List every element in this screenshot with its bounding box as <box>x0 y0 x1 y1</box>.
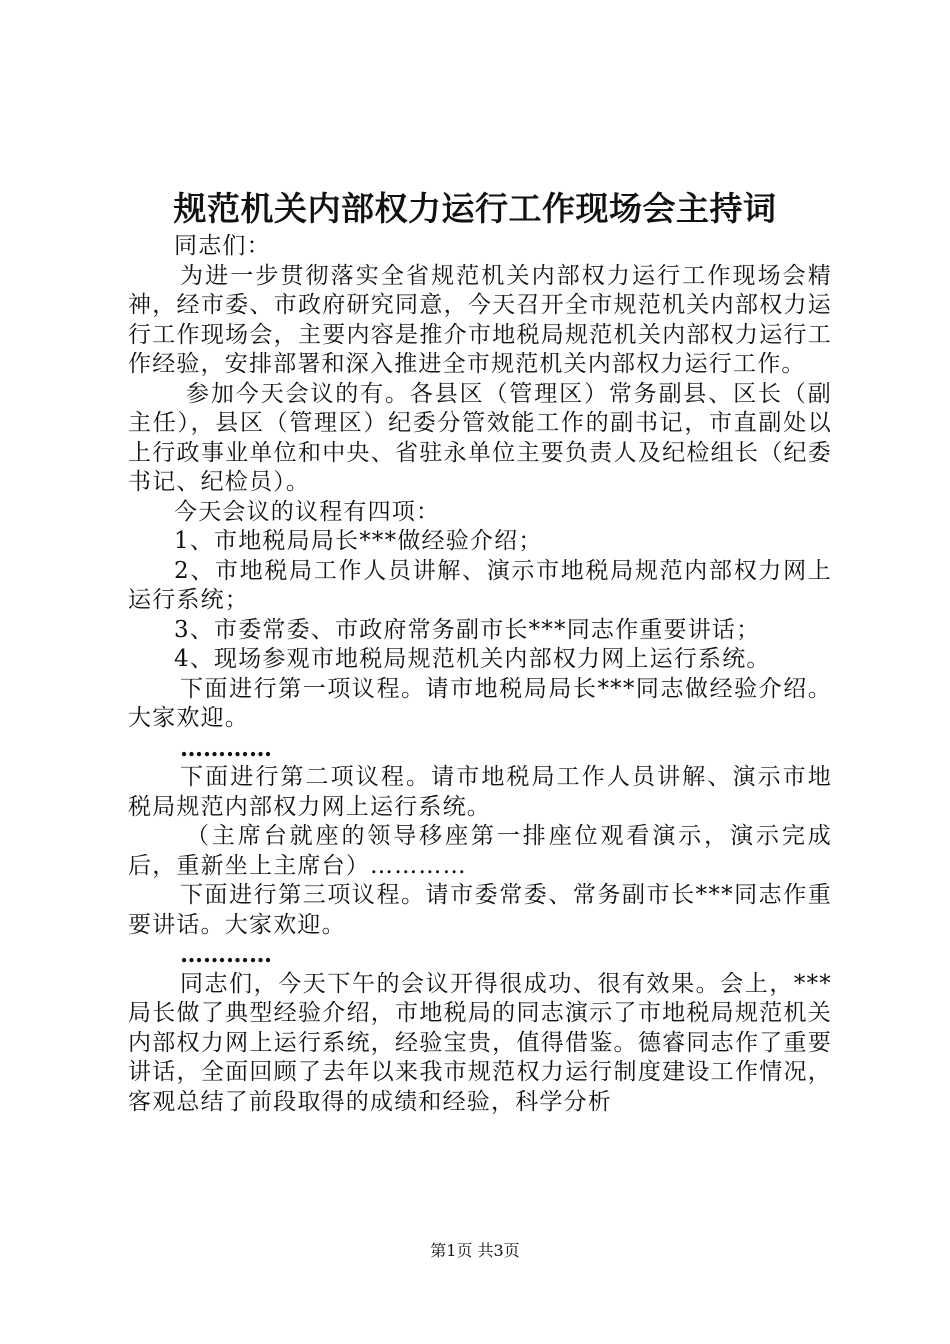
body-paragraph: 下面进行第一项议程。请市地税局局长***同志做经验介绍。大家欢迎。 <box>128 675 832 731</box>
agenda-item: 3、市委常委、市政府常务副市长***同志作重要讲话； <box>174 616 761 643</box>
body-paragraph: 下面进行第二项议程。请市地税局工作人员讲解、演示市地税局规范内部权力网上运行系统。 <box>128 764 832 820</box>
agenda-item: 1、市地税局局长***做经验介绍； <box>174 528 543 554</box>
greeting-paragraph: 同志们： <box>174 233 271 259</box>
document-body <box>128 232 832 1117</box>
agenda-item: 4、现场参观市地税局规范机关内部权力网上运行系统。 <box>174 646 771 672</box>
document-title: 规范机关内部权力运行工作现场会主持词 <box>173 189 777 228</box>
ellipsis-line: ………… <box>180 734 272 762</box>
agenda-item: 2、市地税局工作人员讲解、演示市地税局规范内部权力网上运行系统； <box>128 557 832 613</box>
body-paragraph: 参加今天会议的有。各县区（管理区）常务副县、区长（副主任），县区（管理区）纪委分管效能工作的副书记，市直副处以上行政事业单位和中央、省驻永单位主要负责人及纪检组长（纪委书记、纪检员）。 <box>128 380 832 495</box>
body-paragraph: 下面进行第三项议程。请市委常委、常务副市长***同志作重要讲话。大家欢迎。 <box>128 882 832 938</box>
body-paragraph: 同志们，今天下午的会议开得很成功、很有效果。会上，***局长做了典型经验介绍，市地税局的同志演示了市地税局规范机关内部权力网上运行系统，经验宝贵，值得借鉴。德睿同志作了重要讲话，全面回顾了去年以来我市规范权力运行制度建设工作情况，客观总结了前段取得的成绩和经验，科学分析 <box>128 970 832 1115</box>
body-paragraph: 为进一步贯彻落实全省规范机关内部权力运行工作现场会精神，经市委、市政府研究同意，今天召开全市规范机关内部权力运行工作现场会，主要内容是推介市地税局规范机关内部权力运行工作经验，安排部署和深入推进全市规范机关内部权力运行工作。 <box>128 262 832 377</box>
body-paragraph: 今天会议的议程有四项： <box>174 498 441 525</box>
ellipsis-line: ………… <box>180 941 272 968</box>
body-paragraph: （主席台就座的领导移座第一排座位观看演示，演示完成后，重新坐上主席台）………… <box>128 823 832 879</box>
page-footer: 第1页 共3页 <box>430 1241 520 1260</box>
